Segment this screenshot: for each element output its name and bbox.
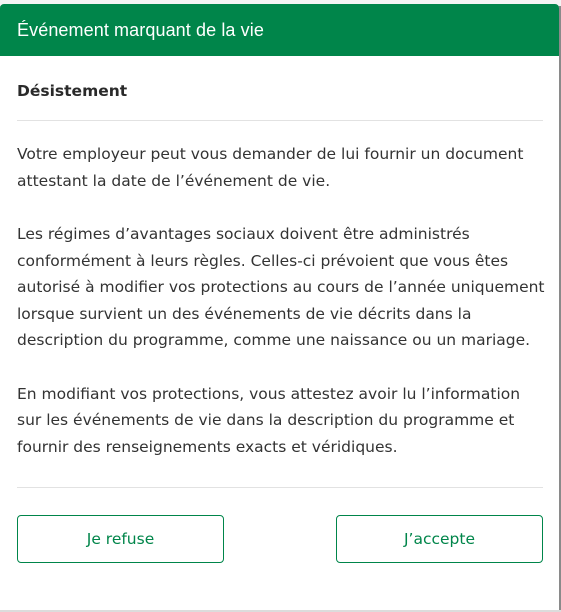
paragraph-attestation: En modifiant vos protections, vous attestez avoir lu l’information sur les événements de vie dans la description du programme et fournir des renseignements exacts et véridiques. — [17, 384, 521, 456]
dialog-header — [0, 4, 559, 56]
dialog-title: Événement marquant de la vie — [17, 19, 264, 40]
life-event-dialog — [0, 4, 559, 610]
paragraph-plan-rules: Les régimes d’avantages sociaux doivent être administrés conformément à leurs règles. Celles-ci prévoient que vous êtes autorisé à modifier vos protections au cours de l’année uniquement lorsque survient un des événements de vie décrits dans la description du programme, comme une naissance ou un mariage. — [17, 225, 545, 349]
accept-button[interactable]: J’accepte — [336, 515, 543, 563]
refuse-button[interactable]: Je refuse — [17, 515, 224, 563]
section-title: Désistement — [17, 82, 128, 100]
dialog-body — [0, 56, 559, 563]
paragraph-document-notice: Votre employeur peut vous demander de lui fournir un document attestant la date de l’événement de vie. — [17, 145, 524, 190]
dialog-footer — [17, 488, 543, 563]
